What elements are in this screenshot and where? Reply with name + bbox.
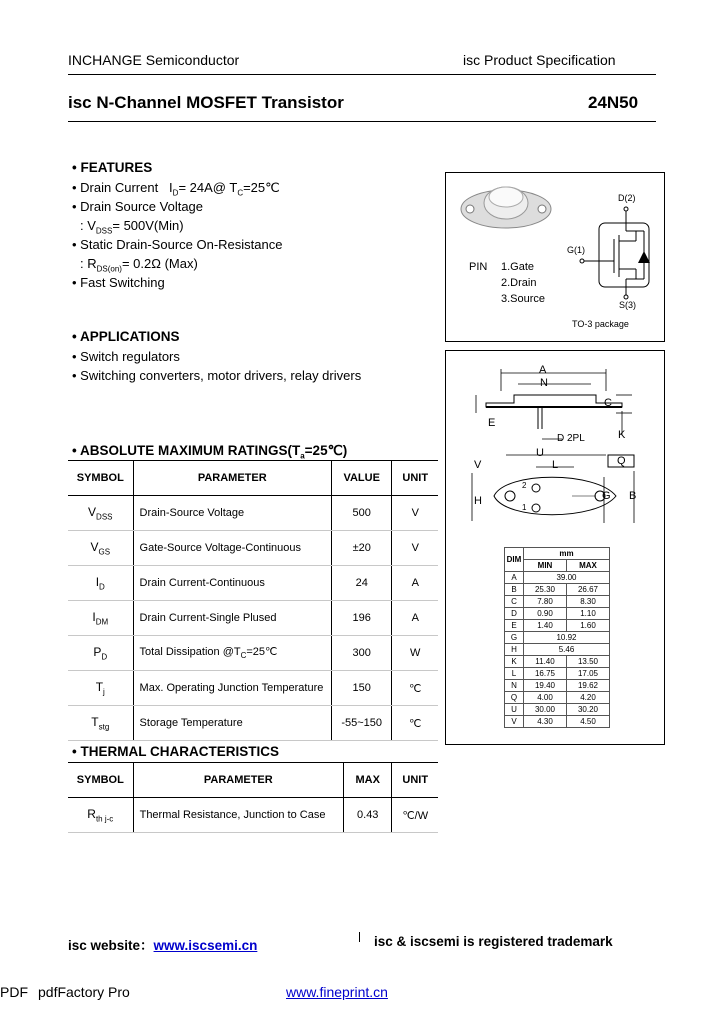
dim-row xyxy=(505,704,610,716)
subscript: j xyxy=(103,687,105,697)
dim-letter: G xyxy=(505,632,524,644)
table-row xyxy=(68,496,438,531)
website-link[interactable]: www.iscsemi.cn xyxy=(153,938,258,953)
col-unit: UNIT xyxy=(392,763,438,798)
dim-max: 17.05 xyxy=(567,668,610,680)
dim-min: 4.30 xyxy=(524,716,567,728)
param-text: =25℃ xyxy=(246,646,278,659)
value-cell: ±20 xyxy=(331,531,392,566)
dim-row xyxy=(505,716,610,728)
parameter-cell: Thermal Resistance, Junction to Case xyxy=(133,798,343,833)
website-label: isc website： xyxy=(68,938,154,953)
parameter-cell: Drain-Source Voltage xyxy=(133,496,331,531)
dim-min: 0.90 xyxy=(524,608,567,620)
abs-max-heading xyxy=(72,443,347,461)
dim-row xyxy=(505,656,610,668)
col-unit: UNIT xyxy=(392,461,438,496)
symbol: I xyxy=(95,574,100,589)
col-parameter: PARAMETER xyxy=(133,461,331,496)
subscript: C xyxy=(237,188,244,198)
dim-max: 19.62 xyxy=(567,680,610,692)
subscript: DS(on) xyxy=(96,264,122,274)
dim-min: 30.00 xyxy=(524,704,567,716)
dim-max: 1.60 xyxy=(567,620,610,632)
dim-label-n: N xyxy=(540,377,548,389)
parameter-cell: Drain Current-Continuous xyxy=(133,566,331,601)
col-symbol: SYMBOL xyxy=(68,461,133,496)
subscript: a xyxy=(300,451,305,461)
dim-label-k: K xyxy=(618,429,626,441)
subscript: DSS xyxy=(95,226,113,236)
dim-letter: B xyxy=(505,584,524,596)
unit-cell: ℃ xyxy=(392,706,438,741)
unit-cell: V xyxy=(392,496,438,531)
fineprint-link[interactable]: www.fineprint.cn xyxy=(286,984,388,1000)
feature-text: =25℃ xyxy=(243,180,280,195)
feature-text: • Drain Current xyxy=(72,180,159,195)
param-text: Total Dissipation @T xyxy=(139,646,241,659)
parameter-cell xyxy=(133,636,331,671)
dim-label-u: U xyxy=(536,447,544,459)
dim-min: 25.30 xyxy=(524,584,567,596)
pdf-factory-label: pdfFactory Pro xyxy=(38,984,130,1000)
symbol-cell xyxy=(68,798,133,833)
table-row xyxy=(68,798,438,833)
drain-pin-label: D(2) xyxy=(618,193,636,203)
dim-min: 4.00 xyxy=(524,692,567,704)
dim-letter: U xyxy=(505,704,524,716)
parameter-cell: Drain Current-Single Plused xyxy=(133,601,331,636)
heading-text: • ABSOLUTE MAXIMUM RATINGS(T xyxy=(72,443,301,458)
dim-max: 13.50 xyxy=(567,656,610,668)
symbol-cell xyxy=(68,566,133,601)
symbol-cell xyxy=(68,636,133,671)
page-title: isc N-Channel MOSFET Transistor xyxy=(68,93,344,112)
thermal-table xyxy=(68,762,438,833)
dim-min: 11.40 xyxy=(524,656,567,668)
dim-unit-header: mm xyxy=(524,548,610,560)
package-box xyxy=(445,172,665,342)
dim-letter: K xyxy=(505,656,524,668)
spec-label: isc Product Specification xyxy=(463,52,616,68)
header-rule xyxy=(68,74,656,75)
symbol: T xyxy=(91,714,99,729)
table-row xyxy=(68,531,438,566)
symbol-cell xyxy=(68,671,133,706)
symbol: V xyxy=(88,504,97,519)
dim-label-e: E xyxy=(488,417,496,429)
dim-max: 4.50 xyxy=(567,716,610,728)
dim-max: 8.30 xyxy=(567,596,610,608)
pin-source: 3.Source xyxy=(501,293,546,305)
dim-row xyxy=(505,644,610,656)
dim-row xyxy=(505,692,610,704)
value-cell: 24 xyxy=(331,566,392,601)
symbol: V xyxy=(90,539,99,554)
feature-text: = 500V(Min) xyxy=(112,218,184,233)
dim-label-d: D 2PL xyxy=(557,433,585,444)
value-cell: -55~150 xyxy=(331,706,392,741)
value-cell: 500 xyxy=(331,496,392,531)
dim-row xyxy=(505,596,610,608)
unit-cell: ℃/W xyxy=(392,798,438,833)
dim-min: 16.75 xyxy=(524,668,567,680)
pin-label: PIN xyxy=(469,261,488,273)
dim-value: 39.00 xyxy=(524,572,610,584)
dim-max: 1.10 xyxy=(567,608,610,620)
subscript: GS xyxy=(98,547,111,557)
dim-row xyxy=(505,668,610,680)
applications-heading: • APPLICATIONS xyxy=(72,329,180,344)
heading-text: =25℃) xyxy=(304,443,348,458)
dim-letter: V xyxy=(505,716,524,728)
parameter-cell: Storage Temperature xyxy=(133,706,331,741)
dim-letter: L xyxy=(505,668,524,680)
outline-drawing xyxy=(446,351,664,551)
dim-value: 5.46 xyxy=(524,644,610,656)
pdf-label: PDF xyxy=(0,984,28,1000)
symbol: I xyxy=(92,609,96,624)
symbol-cell xyxy=(68,531,133,566)
parameter-cell: Max. Operating Junction Temperature xyxy=(133,671,331,706)
dim-label-g: G xyxy=(602,490,611,502)
subscript: D xyxy=(101,652,108,662)
dim-max: 26.67 xyxy=(567,584,610,596)
unit-cell: W xyxy=(392,636,438,671)
package-name: TO-3 package xyxy=(572,319,629,329)
dim-letter: C xyxy=(505,596,524,608)
dim-letter: A xyxy=(505,572,524,584)
value-cell: 0.43 xyxy=(344,798,392,833)
dim-value: 10.92 xyxy=(524,632,610,644)
dim-label-l: L xyxy=(552,459,559,471)
thermal-heading: • THERMAL CHARACTERISTICS xyxy=(72,744,279,759)
symbol: P xyxy=(93,644,102,659)
company-name: INCHANGE Semiconductor xyxy=(68,52,240,68)
feature-text: = 0.2Ω (Max) xyxy=(121,256,198,271)
parameter-cell: Gate-Source Voltage-Continuous xyxy=(133,531,331,566)
dim-label-c: C xyxy=(604,397,612,409)
dim-row xyxy=(505,680,610,692)
dim-pin2-label: 2 xyxy=(522,481,527,490)
dim-label-a: A xyxy=(539,364,547,376)
dim-label-h: H xyxy=(474,495,482,507)
dim-letter: Q xyxy=(505,692,524,704)
value-cell: 196 xyxy=(331,601,392,636)
unit-cell: ℃ xyxy=(392,671,438,706)
subscript: DSS xyxy=(96,512,113,522)
value-cell: 300 xyxy=(331,636,392,671)
dim-letter: H xyxy=(505,644,524,656)
abs-max-table xyxy=(68,460,438,741)
symbol-cell xyxy=(68,496,133,531)
symbol: R xyxy=(87,806,96,821)
dimension-table xyxy=(504,547,610,728)
subscript: D xyxy=(99,582,105,592)
feature-text: : R xyxy=(80,256,97,271)
dim-row xyxy=(505,632,610,644)
dim-max: 30.20 xyxy=(567,704,610,716)
dim-row xyxy=(505,584,610,596)
unit-cell: A xyxy=(392,566,438,601)
subscript: stg xyxy=(98,722,110,732)
table-row xyxy=(68,566,438,601)
symbol-cell xyxy=(68,601,133,636)
col-value: VALUE xyxy=(331,461,392,496)
feature-text: = 24A@ T xyxy=(178,180,238,195)
part-number: 24N50 xyxy=(588,93,639,112)
dim-pin1-label: 1 xyxy=(522,503,527,512)
trademark-notice: isc & iscsemi is registered trademark xyxy=(374,934,613,949)
source-pin-label: S(3) xyxy=(619,300,637,310)
dim-min: 1.40 xyxy=(524,620,567,632)
feature-rds: • Static Drain-Source On-Resistance xyxy=(72,237,283,252)
subscript: C xyxy=(240,651,247,661)
subscript: DM xyxy=(95,617,109,627)
dim-col-header: MAX xyxy=(567,560,610,572)
feature-text: : V xyxy=(80,218,96,233)
value-cell: 150 xyxy=(331,671,392,706)
title-rule xyxy=(68,121,656,122)
table-row xyxy=(68,706,438,741)
dim-label-b: B xyxy=(629,490,637,502)
unit-cell: V xyxy=(392,531,438,566)
dim-row xyxy=(505,572,610,584)
dim-col-header: MIN xyxy=(524,560,567,572)
symbol: T xyxy=(95,679,104,694)
pin-drain: 2.Drain xyxy=(501,277,537,289)
application-item: • Switch regulators xyxy=(72,349,180,364)
unit-cell: A xyxy=(392,601,438,636)
dim-letter: D xyxy=(505,608,524,620)
dim-letter: N xyxy=(505,680,524,692)
feature-fast-switching: • Fast Switching xyxy=(72,275,165,290)
footer-divider xyxy=(359,932,360,942)
col-parameter: PARAMETER xyxy=(133,763,343,798)
features-heading: • FEATURES xyxy=(72,160,153,175)
gate-pin-label: G(1) xyxy=(567,245,585,255)
dim-row xyxy=(505,620,610,632)
subscript: th j-c xyxy=(95,814,114,824)
website-row xyxy=(68,934,257,954)
subscript: D xyxy=(172,188,179,198)
dim-min: 7.80 xyxy=(524,596,567,608)
dimension-box xyxy=(445,350,665,745)
dim-label-v: V xyxy=(474,459,482,471)
symbol-cell xyxy=(68,706,133,741)
col-max: MAX xyxy=(344,763,392,798)
table-row xyxy=(68,601,438,636)
dim-col-header: DIM xyxy=(505,548,524,572)
col-symbol: SYMBOL xyxy=(68,763,133,798)
dim-letter: E xyxy=(505,620,524,632)
pin-gate: 1.Gate xyxy=(501,261,535,273)
dim-min: 19.40 xyxy=(524,680,567,692)
dim-row xyxy=(505,608,610,620)
dim-label-q: Q xyxy=(617,455,626,467)
table-row xyxy=(68,636,438,671)
table-row xyxy=(68,671,438,706)
symbol: I xyxy=(169,180,173,195)
application-item: • Switching converters, motor drivers, relay drivers xyxy=(72,368,362,383)
dim-max: 4.20 xyxy=(567,692,610,704)
feature-drain-source: • Drain Source Voltage xyxy=(72,199,204,214)
